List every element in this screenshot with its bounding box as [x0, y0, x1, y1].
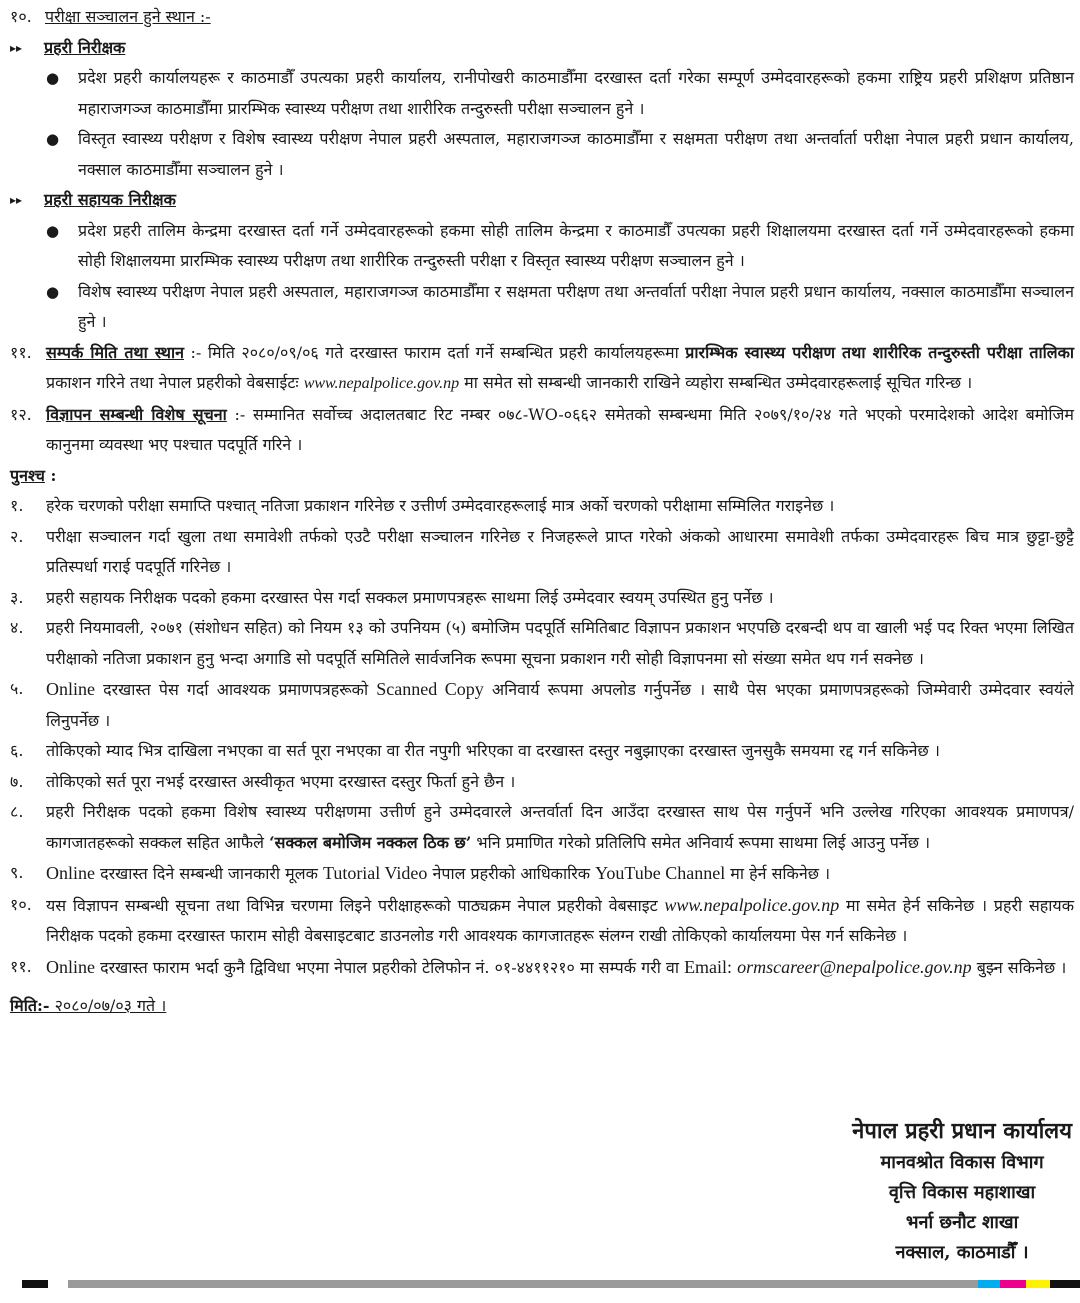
department-name: मानवश्रोत विकास विभाग — [880, 1152, 1044, 1173]
list-item: ४. प्रहरी नियमावली, २०७१ (संशोधन सहित) को नियम १३ को उपनियम (५) बमोजिम पदपूर्ति समितिबाट विज्ञापन प्रकाशन भएपछि दरबन्दी थप वा खाली भई पद रिक्त भएमा लिखित परीक्षाको नतिजा प्रकाशन हुनु भन्दा अगाडि सो पदपूर्ति समितिले सार्वजनिक रूपमा सूचना प्रकाशन गरी सोही विज्ञापनमा सो संख्या समेत थप गर्न सक्नेछ । — [10, 618, 1074, 668]
section-12: १२. विज्ञापन सम्बन्धी विशेष सूचना :- सम्मानित सर्वोच्च अदालतबाट रिट नम्बर ०७८-WO-०६६२ समेतको सम्बन्धमा मिति २०७९/१०/२४ गते भएको परमादेशको आदेश बमोजिम कानुनमा व्यवस्था भए पश्चात पदपूर्ति गरिने । — [10, 404, 1074, 454]
email-link[interactable]: ormscareer@nepalpolice.gov.np — [737, 956, 972, 977]
bar-magenta — [1000, 1280, 1026, 1288]
bar-gap — [0, 1280, 22, 1288]
bullet-icon: ● — [46, 221, 60, 240]
list-item: ● प्रदेश प्रहरी कार्यालयहरू र काठमाडौँ उपत्यका प्रहरी कार्यालय, रानीपोखरी काठमाडौँमा दरखास्त दर्ता गरेका सम्पूर्ण उम्मेदवारहरूको हकमा राष्ट्रिय प्रहरी प्रशिक्षण प्रतिष्ठान महाराजगञ्ज काठमाडौँमा प्रारम्भिक स्वास्थ्य परीक्षण तथा शारीरिक तन्दुरुस्ती परीक्षा सञ्चालन हुने । — [10, 63, 1074, 124]
list-item: ● प्रदेश प्रहरी तालिम केन्द्रमा दरखास्त दर्ता गर्ने उम्मेदवारहरूको हकमा सोही तालिम केन्द्रमा र काठमाडौँ उपत्यका प्रहरी शिक्षालयमा दरखास्त दर्ता गर्ने उम्मेदवारहरूको हकमा सोही शिक्षालयमा प्रारम्भिक स्वास्थ्य परीक्षण तथा शारीरिक तन्दुरुस्ती परीक्षा र विस्तृत स्वास्थ्य परीक्षण सञ्चालन हुने । — [10, 216, 1074, 277]
office-name: नेपाल प्रहरी प्रधान कार्यालय — [852, 1118, 1072, 1144]
notice-page — [10, 2, 1074, 1022]
punashcha-heading: पुनश्च : — [10, 465, 57, 485]
bar-cyan — [978, 1280, 1000, 1288]
list-item: १. हरेक चरणको परीक्षा समाप्ति पश्चात् नतिजा प्रकाशन गरिनेछ र उत्तीर्ण उम्मेदवारहरूलाई मात्र अर्को चरणको परीक्षामा सम्मिलित गराइनेछ । — [10, 496, 835, 515]
section-title: परीक्षा सञ्चालन हुने स्थान :- — [45, 7, 211, 26]
section-title: विज्ञापन सम्बन्धी विशेष सूचना — [46, 404, 227, 424]
signature-block — [852, 1114, 1072, 1268]
website-link[interactable]: www.nepalpolice.gov.np — [303, 375, 460, 392]
bullet-icon: ● — [46, 282, 60, 301]
double-arrow-icon: ▸▸ — [10, 193, 23, 207]
section-number: १०. — [10, 7, 32, 26]
division-name: वृत्ति विकास महाशाखा — [888, 1182, 1036, 1203]
list-item: ● विशेष स्वास्थ्य परीक्षण नेपाल प्रहरी अस्पताल, महाराजगञ्ज काठमाडौँमा र सक्षमता परीक्षण तथा अन्तर्वार्ता परीक्षा नेपाल प्रहरी प्रधान कार्यालय, नक्साल काठमाडौँमा सञ्चालन हुने । — [10, 277, 1074, 338]
section-title: सम्पर्क मिति तथा स्थान — [46, 342, 184, 362]
list-item: २. परीक्षा सञ्चालन गर्दा खुला तथा समावेशी तर्फको एउटै परीक्षा सञ्चालन गरिनेछ र निजहरूले प्राप्त गरेको अंकको आधारमा समावेशी तर्फका उम्मेदवारहरू बिच मात्र छुट्टा-छुट्टै प्रतिस्पर्धा गराई पदपूर्ति गरिनेछ । — [10, 526, 1074, 576]
double-arrow-icon: ▸▸ — [10, 40, 23, 55]
list-item: ११. Online दरखास्त फाराम भर्दा कुनै द्विविधा भएमा नेपाल प्रहरीको टेलिफोन नं. ०१-४४११२१० मा सम्पर्क गरी वा Email: ormscareer@nepalpolice.gov.np बुझ्न सकिनेछ । — [10, 956, 1067, 977]
bar-black — [1050, 1280, 1080, 1288]
bar-gray — [68, 1280, 978, 1288]
bar-yellow — [1026, 1280, 1050, 1288]
list-item: ६. तोकिएको म्याद भित्र दाखिला नभएका वा सर्त पूरा नभएका वा रीत नपुगी भरिएका वा दरखास्त दस्तुर नबुझाएका दरखास्त जुनसुकै समयमा रद्द गर्न सकिनेछ । — [10, 741, 940, 760]
group-heading-assistant-inspector: ▸▸ प्रहरी सहायक निरीक्षक — [10, 185, 1074, 216]
list-item: १०. यस विज्ञापन सम्बन्धी सूचना तथा विभिन्न चरणमा लिइने परीक्षाहरूको पाठ्यक्रम नेपाल प्रहरीको वेबसाइट www.nepalpolice.gov.np मा समेत हेर्न सकिनेछ । प्रहरी सहायक निरीक्षक पदको हकमा दरखास्त फाराम सोही वेबसाइटबाट डाउनलोड गरी आवश्यक कागजातहरू संलग्न राखी तोकिएको कार्यालयमा पेस गर्न सकिनेछ । — [10, 894, 1074, 945]
list-item: ३. प्रहरी सहायक निरीक्षक पदको हकमा दरखास्त पेस गर्दा सक्कल प्रमाणपत्रहरू साथमा लिई उम्मेदवार स्वयम् उपस्थित हुनु पर्नेछ । — [10, 587, 774, 607]
issue-date: मिति:- २०८०/०७/०३ गते । — [10, 996, 167, 1015]
list-item: ९. Online दरखास्त दिने सम्बन्धी जानकारी मूलक Tutorial Video नेपाल प्रहरीको आधिकारिक YouTube Channel मा हेर्न सकिनेछ । — [10, 863, 831, 883]
bullet-icon: ● — [46, 69, 60, 87]
bar-gap — [48, 1280, 68, 1288]
list-item: ७. तोकिएको सर्त पूरा नभई दरखास्त अस्वीकृत भएमा दरखास्त दस्तुर फिर्ता हुने छैन । — [10, 771, 516, 791]
section-name: भर्ना छनौट शाखा — [905, 1212, 1019, 1233]
bullet-icon: ● — [46, 130, 60, 148]
group-heading-inspector: ▸▸ प्रहरी निरीक्षक — [10, 33, 1074, 64]
list-item: ● विस्तृत स्वास्थ्य परीक्षण र विशेष स्वास्थ्य परीक्षण नेपाल प्रहरी अस्पताल, महाराजगञ्ज काठमाडौँमा र सक्षमता परीक्षण तथा अन्तर्वार्ता परीक्षा नेपाल प्रहरी प्रधान कार्यालय, नक्साल काठमाडौँमा सञ्चालन हुने । — [10, 124, 1074, 185]
section-10-heading — [10, 2, 1074, 33]
print-color-bar — [0, 1280, 1080, 1288]
section-11: ११. सम्पर्क मिति तथा स्थान :- मिति २०८०/०९/०६ गते दरखास्त फाराम दर्ता गर्ने सम्बन्धित प्रहरी कार्यालयहरूमा प्रारम्भिक स्वास्थ्य परीक्षण तथा शारीरिक तन्दुरुस्ती परीक्षा तालिका प्रकाशन गरिने तथा नेपाल प्रहरीको वेबसाईटः www.nepalpolice.gov.np मा समेत सो सम्बन्धी जानकारी राखिने व्यहोरा सम्बन्धित उम्मेदवारहरूलाई सूचित गरिन्छ । — [10, 342, 1075, 392]
bar-black — [22, 1280, 48, 1288]
list-item: ५. Online दरखास्त पेस गर्दा आवश्यक प्रमाणपत्रहरूको Scanned Copy अनिवार्य रूपमा अपलोड गर्नुपर्नेछ । साथै पेस भएका प्रमाणपत्रहरूको जिम्मेवारी उम्मेदवार स्वयंले लिनुपर्नेछ । — [10, 679, 1074, 730]
website-link[interactable]: www.nepalpolice.gov.np — [664, 894, 840, 915]
office-address: नक्साल, काठमाडौँ । — [895, 1242, 1029, 1263]
list-item: ८. प्रहरी निरीक्षक पदको हकमा विशेष स्वास्थ्य परीक्षणमा उत्तीर्ण हुने उम्मेदवारले अन्तर्वार्ता दिन आउँदा दरखास्त साथ पेस गर्नुपर्ने भनि उल्लेख गरिएका आवश्यक प्रमाणपत्र/कागजातहरूको सक्कल सहित आफैले ‘सक्कल बमोजिम नक्कल ठिक छ’ भनि प्रमाणित गरेको प्रतिलिपि समेत अनिवार्य रूपमा साथमा लिई आउनु पर्नेछ । — [10, 802, 1074, 852]
